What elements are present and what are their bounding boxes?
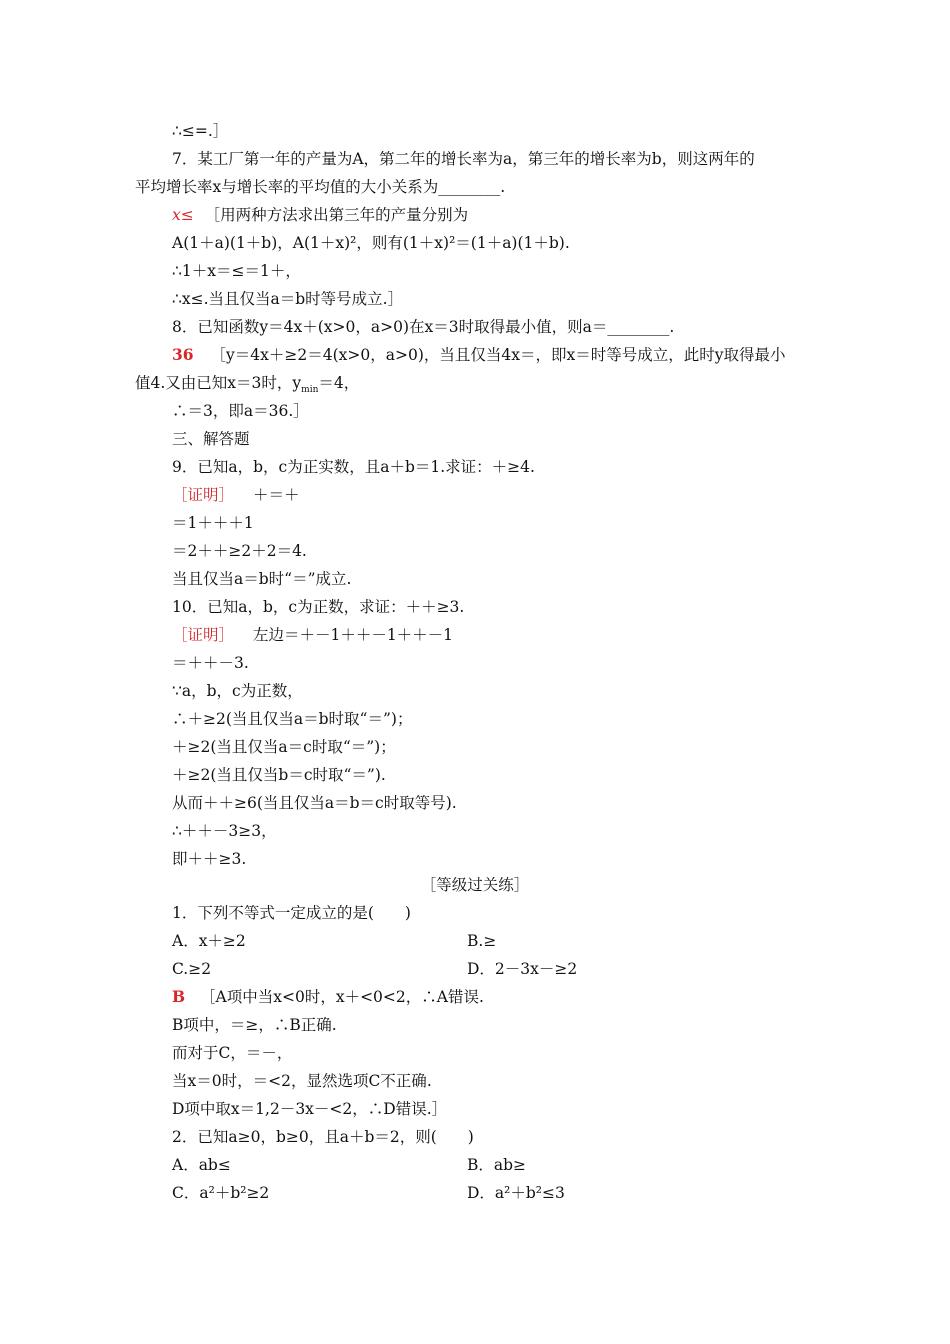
answer-7-value: x≤ bbox=[172, 206, 194, 224]
question-9: 9．已知a，b，c为正实数，且a＋b＝1.求证：＋≥4. bbox=[172, 458, 535, 476]
subscript-min: min bbox=[301, 385, 319, 396]
proof-9-line-3: ＝2＋＋≥2＋2＝4. bbox=[172, 542, 307, 560]
mc-1-answer-line bbox=[172, 986, 484, 1008]
answer-8-value: 36 bbox=[172, 345, 194, 364]
proof-10-line-3: ∵a，b，c为正数， bbox=[172, 682, 303, 700]
mc-1-explain-5: D项中取x＝1,2－3x－<2，∴D错误.］ bbox=[172, 1100, 448, 1118]
line-therefore-1: ∴≤=.］ bbox=[172, 122, 229, 140]
proof-10-text: 左边＝＋－1＋＋－1＋＋－1 bbox=[252, 626, 454, 644]
answer-8-line-2 bbox=[135, 372, 359, 401]
answer-7-line-2: A(1＋a)(1＋b)，A(1＋x)²，则有(1＋x)²＝(1＋a)(1＋b). bbox=[172, 234, 570, 252]
answer-8-text-end: ＝4， bbox=[318, 374, 360, 392]
mc-2-option-c: C．a²＋b²≥2 bbox=[172, 1184, 270, 1202]
mc-1-option-a: A．x＋≥2 bbox=[172, 932, 246, 950]
subsection-heading: ［等级过关练］ bbox=[420, 876, 530, 894]
proof-label: ［证明］ bbox=[172, 486, 235, 504]
mc-1-answer: B bbox=[172, 987, 186, 1006]
answer-8-line-3: ∴＝3，即a＝36.］ bbox=[172, 402, 309, 420]
proof-10-line-7: 从而＋＋≥6(当且仅当a＝b＝c时取等号). bbox=[172, 794, 457, 812]
proof-9-text: ＋＝＋ bbox=[252, 486, 300, 504]
mc-1-explain-4: 当x＝0时，＝<2，显然选项C不正确. bbox=[172, 1072, 432, 1090]
answer-7-line-4: ∴x≤.当且仅当a＝b时等号成立.］ bbox=[172, 290, 404, 308]
question-8: 8．已知函数y＝4x＋(x>0，a>0)在x＝3时取得最小值，则a＝________. bbox=[172, 318, 675, 336]
mc-1-option-d: D．2－3x－≥2 bbox=[467, 960, 578, 978]
mc-1-explain-3: 而对于C，＝－， bbox=[172, 1044, 293, 1062]
proof-10-line-8: ∴＋＋－3≥3， bbox=[172, 822, 277, 840]
mc-2-option-d: D．a²＋b²≤3 bbox=[467, 1184, 565, 1202]
proof-10-line-6: ＋≥2(当且仅当b＝c时取“＝”). bbox=[172, 766, 386, 784]
proof-10-line-1 bbox=[172, 624, 453, 646]
mc-1-explain-2: B项中，＝≥，∴B正确. bbox=[172, 1016, 337, 1034]
mc-2-option-b: B．ab≥ bbox=[467, 1156, 527, 1174]
proof-label: ［证明］ bbox=[172, 626, 235, 644]
mc-1-explain: ［A项中当x<0时，x＋<0<2，∴A错误. bbox=[200, 988, 484, 1006]
answer-8-line bbox=[172, 344, 785, 366]
mc-2-option-a: A．ab≤ bbox=[172, 1156, 231, 1174]
proof-9-line-1 bbox=[172, 484, 299, 506]
answer-8-text: 值4.又由已知x＝3时，y bbox=[135, 374, 302, 392]
proof-10-line-9: 即＋＋≥3. bbox=[172, 850, 247, 868]
section-heading: 三、解答题 bbox=[172, 430, 250, 448]
question-7: 7．某工厂第一年的产量为A，第二年的增长率为a，第三年的增长率为b，则这两年的 bbox=[172, 150, 755, 168]
question-10: 10．已知a，b，c为正数，求证：＋＋≥3. bbox=[172, 598, 465, 616]
proof-10-line-4: ∴＋≥2(当且仅当a＝b时取“＝”)； bbox=[172, 710, 413, 728]
question-7-cont: 平均增长率x与增长率的平均值的大小关系为________. bbox=[135, 178, 506, 196]
mc-1-option-b: B.≥ bbox=[467, 932, 497, 950]
answer-8-explain: ［y＝4x＋≥2＝4(x>0，a>0)，当且仅当4x＝，即x＝时等号成立，此时y取得最小 bbox=[210, 346, 786, 364]
mc-question-1: 1．下列不等式一定成立的是( ) bbox=[172, 904, 411, 922]
answer-7-explain: ［用两种方法求出第三年的产量分别为 bbox=[204, 206, 469, 224]
answer-7-line bbox=[172, 204, 468, 226]
proof-9-line-2: ＝1＋＋＋1 bbox=[172, 514, 254, 532]
mc-question-2: 2．已知a≥0，b≥0，且a＋b＝2，则( ) bbox=[172, 1128, 474, 1146]
proof-10-line-5: ＋≥2(当且仅当a＝c时取“＝”)； bbox=[172, 738, 396, 756]
proof-9-line-4: 当且仅当a＝b时“＝”成立. bbox=[172, 570, 352, 588]
proof-10-line-2: ＝＋＋－3. bbox=[172, 654, 249, 672]
answer-7-line-3: ∴1＋x＝≤＝1＋， bbox=[172, 262, 301, 280]
mc-1-option-c: C.≥2 bbox=[172, 960, 212, 978]
